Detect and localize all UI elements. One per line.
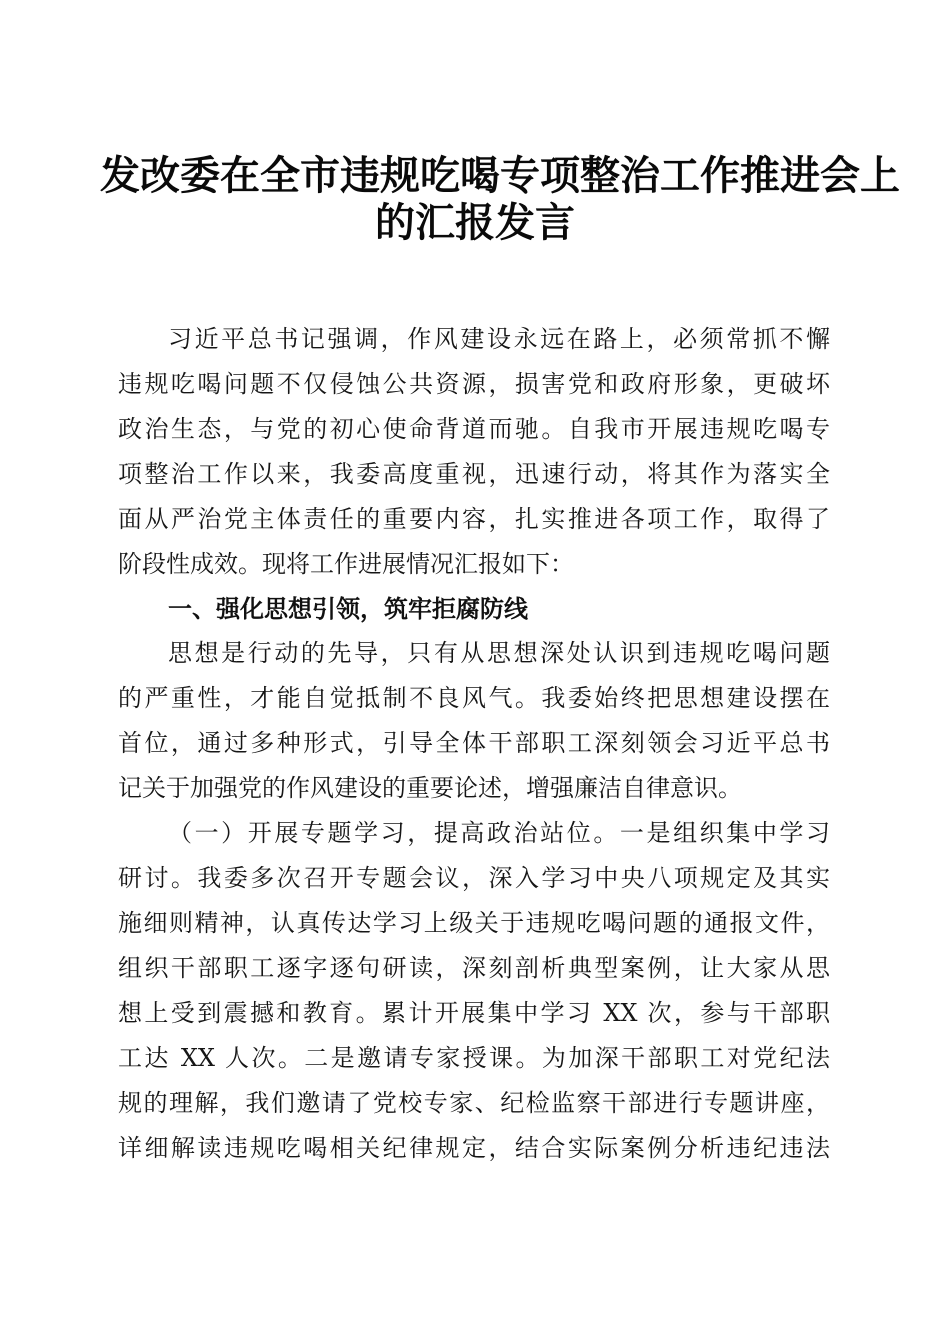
paragraph-line: 项整治工作以来，我委高度重视，迅速行动，将其作为落实全 [118, 460, 830, 488]
section-heading: 一、强化思想引领，筑牢拒腐防线 [168, 595, 528, 623]
paragraph-line: 规的理解，我们邀请了党校专家、纪检监察干部进行专题讲座， [118, 1089, 830, 1117]
paragraph-line: 政治生态，与党的初心使命背道而驰。自我市开展违规吃喝专 [118, 415, 830, 443]
paragraph-line: 详细解读违规吃喝相关纪律规定，结合实际案例分析违纪违法 [118, 1134, 830, 1162]
paragraph-line: 想上受到震撼和教育。累计开展集中学习 XX 次，参与干部职 [118, 999, 830, 1027]
paragraph-line: 研讨。我委多次召开专题会议，深入学习中央八项规定及其实 [118, 864, 830, 892]
paragraph-line: （一）开展专题学习，提高政治站位。一是组织集中学习 [168, 819, 830, 847]
paragraph-line: 工达 XX 人次。二是邀请专家授课。为加深干部职工对党纪法 [118, 1044, 830, 1072]
paragraph-line: 的严重性，才能自觉抵制不良风气。我委始终把思想建设摆在 [118, 684, 830, 712]
paragraph-line: 首位，通过多种形式，引导全体干部职工深刻领会习近平总书 [118, 729, 830, 757]
paragraph-line: 阶段性成效。现将工作进展情况汇报如下： [118, 550, 574, 578]
document-title-line-2: 的汇报发言 [375, 199, 575, 246]
paragraph-line: 施细则精神，认真传达学习上级关于违规吃喝问题的通报文件， [118, 909, 830, 937]
paragraph-line: 习近平总书记强调，作风建设永远在路上，必须常抓不懈 [168, 325, 830, 353]
paragraph-line: 思想是行动的先导，只有从思想深处认识到违规吃喝问题 [168, 639, 830, 667]
paragraph-line: 组织干部职工逐字逐句研读，深刻剖析典型案例，让大家从思 [118, 954, 830, 982]
paragraph-line: 记关于加强党的作风建设的重要论述，增强廉洁自律意识。 [118, 774, 742, 802]
paragraph-line: 面从严治党主体责任的重要内容，扎实推进各项工作，取得了 [118, 505, 830, 533]
document-title-line-1: 发改委在全市违规吃喝专项整治工作推进会上 [100, 152, 900, 199]
paragraph-line: 违规吃喝问题不仅侵蚀公共资源，损害党和政府形象，更破坏 [118, 370, 830, 398]
